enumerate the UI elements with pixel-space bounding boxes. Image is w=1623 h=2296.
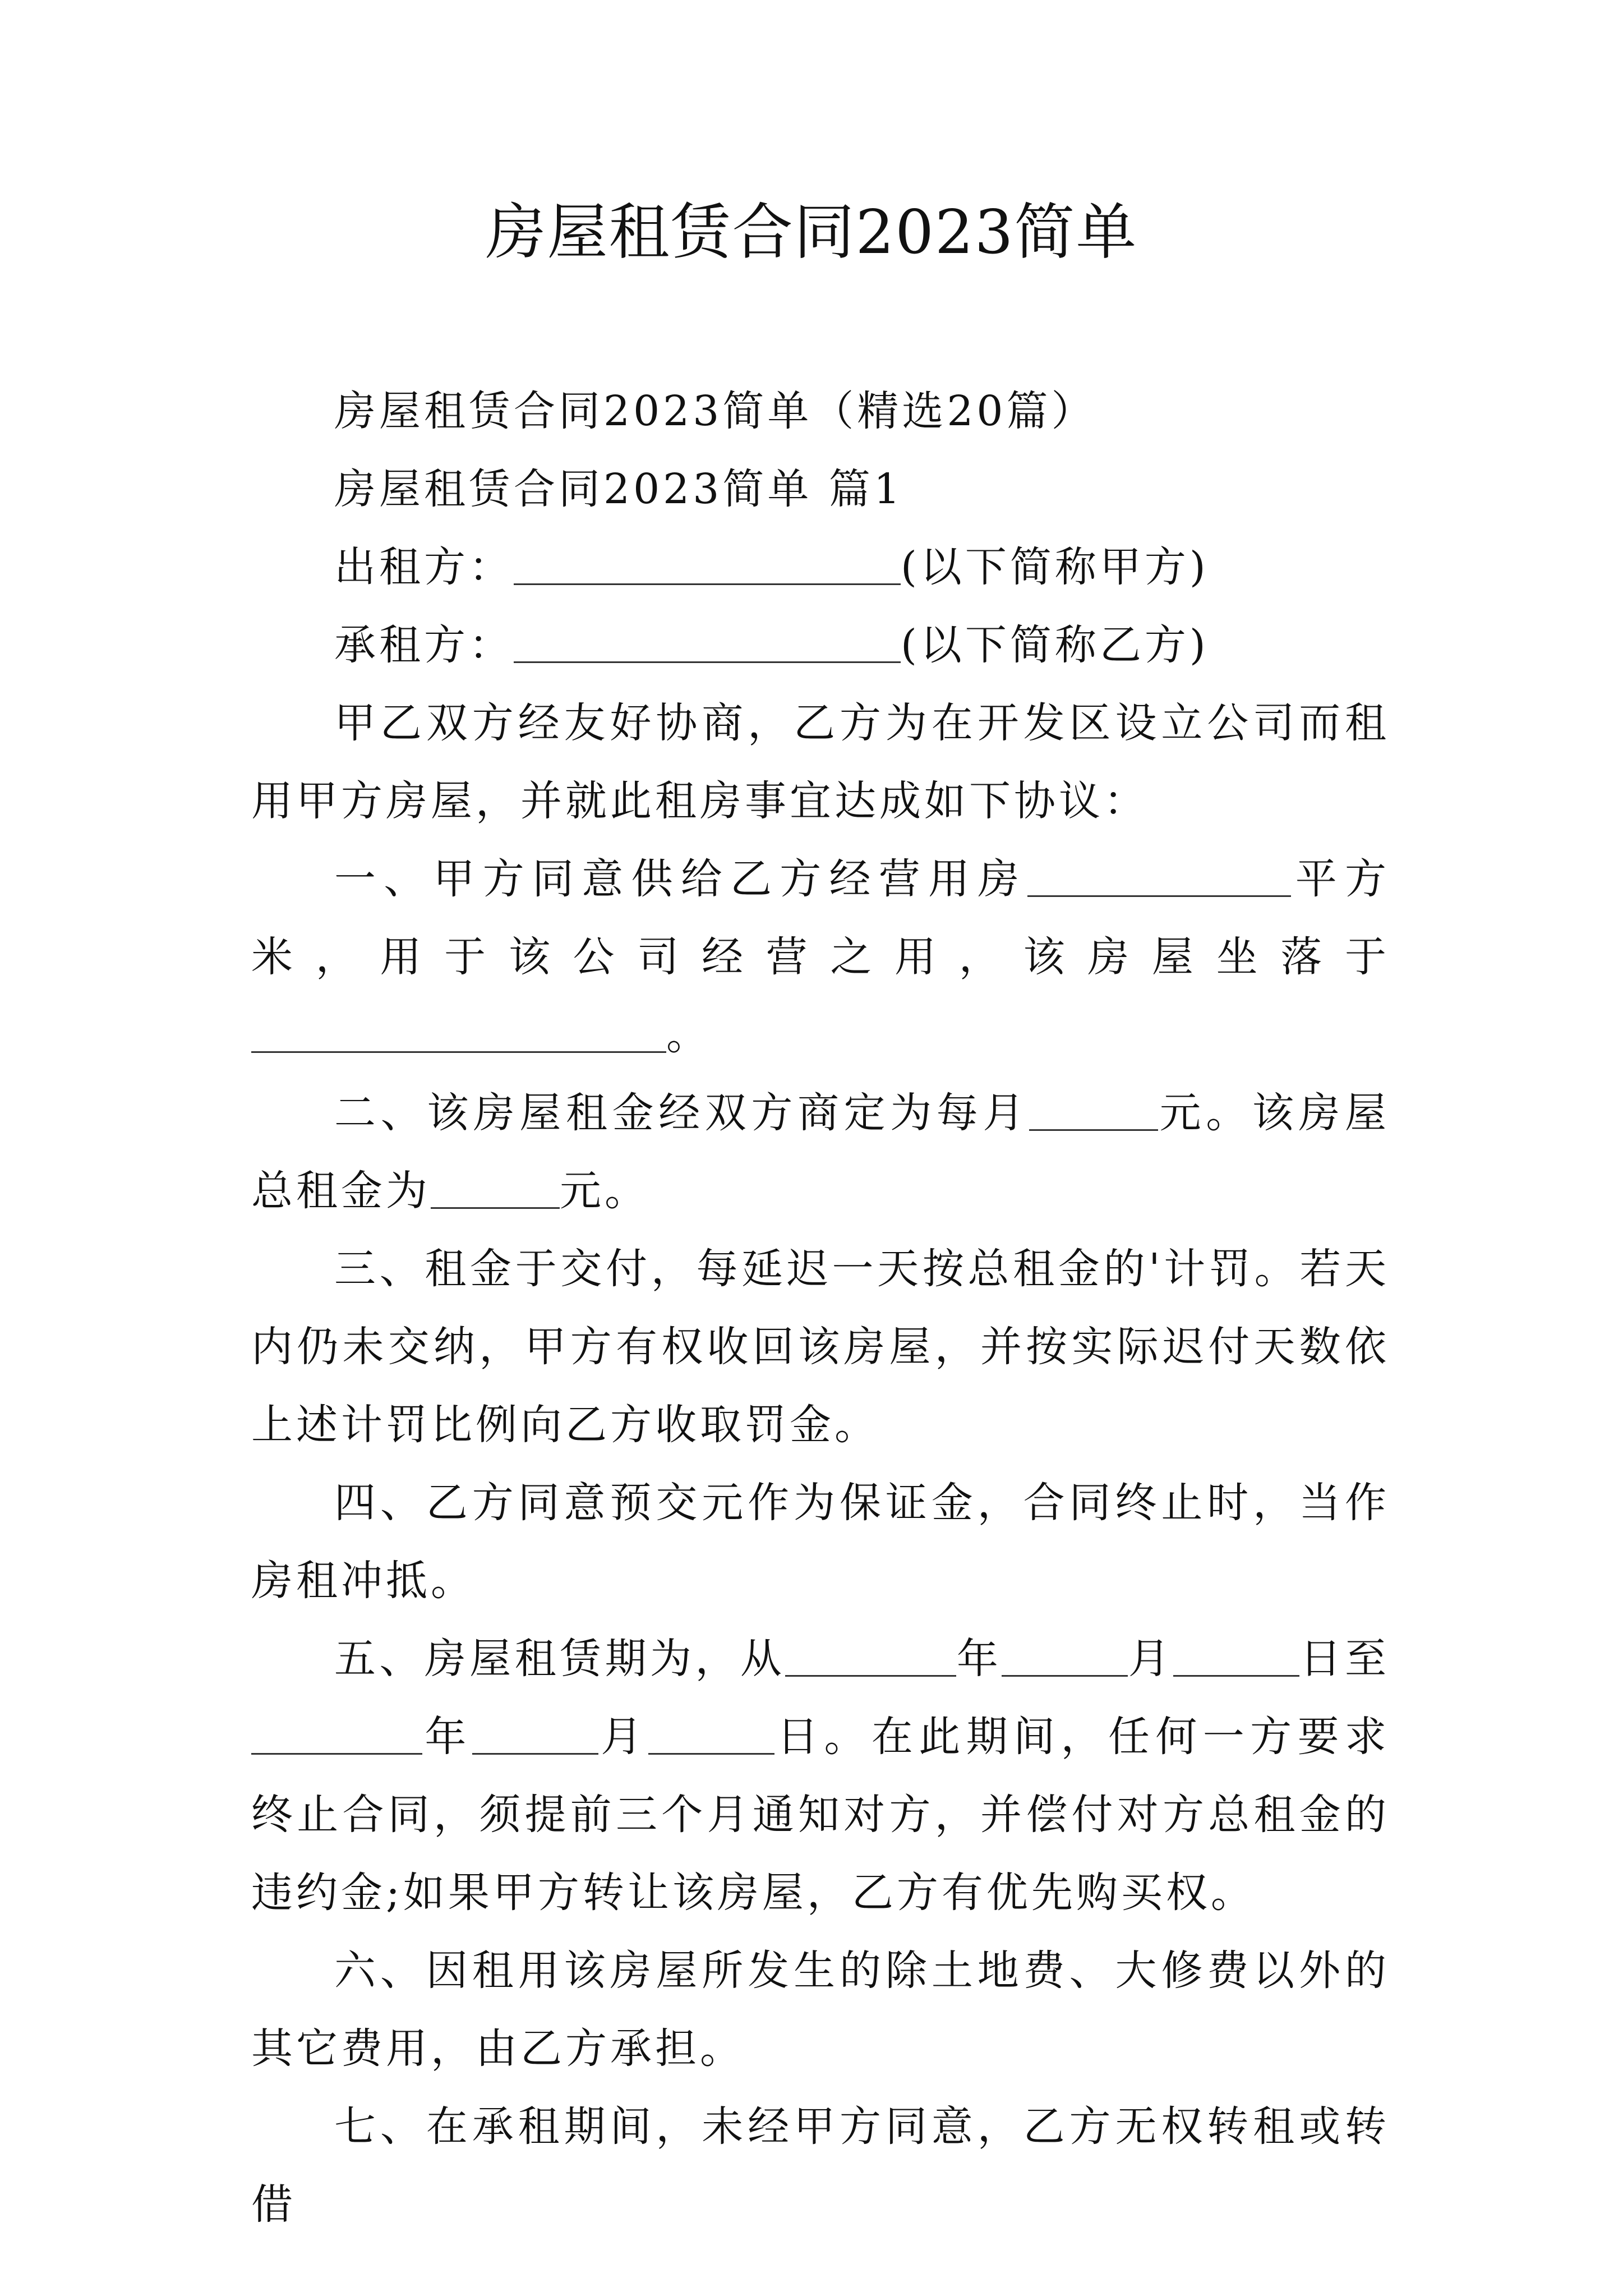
clause-5-text-a: 五、房屋租赁期为，从 [334,1635,786,1683]
clause-2-text-b: 元。该房屋总租金为 [251,1089,1390,1215]
lessor-blank [514,546,901,586]
lessee-blank [514,624,901,664]
document-title: 房屋租赁合同2023简单 [485,197,1138,268]
start-day-blank [1173,1638,1299,1677]
end-month-blank [472,1716,598,1755]
total-rent-blank [431,1170,560,1209]
clause-1 [251,840,1390,1074]
subtitle: 房屋租赁合同2023简单（精选20篇） [334,387,1096,435]
clause-5-rest: 日。在此期间，任何一方要求终止合同，须提前三个月通知对方，并偿付对方总租金的违约金;如果甲方转让该房屋，乙方有优先购买权。 [251,1713,1390,1917]
clause-7: 七、在承租期间，未经甲方同意，乙方无权转租或转借 [251,2102,1390,2229]
clause-2 [251,1074,1390,1230]
end-day-blank [648,1716,774,1755]
lessee-line [251,606,1390,684]
document-body [251,372,1390,2244]
monthly-rent-blank [1029,1092,1158,1131]
clause-5-year: 年 [956,1635,1002,1683]
clause-5-month-2: 月 [598,1713,648,1761]
clause-1-text-c: 。 [666,1011,711,1059]
start-year-blank [785,1638,956,1677]
lessor-label: 出租方： [334,543,514,591]
start-month-blank [1002,1638,1128,1677]
clause-5-year-2: 年 [422,1713,472,1761]
clause-6: 六、因租用该房屋所发生的除土地费、大修费以外的其它费用，由乙方承担。 [251,1947,1390,2073]
clause-5-day-to: 日至 [1299,1635,1390,1683]
section-heading: 房屋租赁合同2023简单 篇1 [334,465,903,513]
location-blank [251,1014,666,1053]
clause-3: 三、租金于交付，每延迟一天按总租金的'计罚。若天内仍未交纳，甲方有权收回该房屋，并按实际迟付天数依上述计罚比例向乙方收取罚金。 [251,1245,1390,1449]
lessee-label: 承租方： [334,621,514,669]
end-year-blank [251,1716,422,1755]
clause-1-text-b: 平方米，用于该公司经营之用，该房屋坐落于 [251,855,1390,981]
clause-5 [251,1620,1390,1932]
clause-1-text-a: 一、甲方同意供给乙方经营用房 [334,855,1027,903]
clause-5-month: 月 [1128,1635,1174,1683]
clause-2-text-a: 二、该房屋租金经双方商定为每月 [334,1089,1029,1137]
lessee-suffix: (以下简称乙方) [901,621,1209,669]
clause-2-text-c: 元。 [560,1167,649,1215]
intro-paragraph: 甲乙双方经友好协商，乙方为在开发区设立公司而租用甲方房屋，并就此租房事宜达成如下协议： [251,699,1390,825]
clause-4: 四、乙方同意预交元作为保证金，合同终止时，当作房租冲抵。 [251,1479,1390,1605]
lessor-suffix: (以下简称甲方) [901,543,1209,591]
area-blank [1027,858,1291,898]
lessor-line [251,528,1390,606]
